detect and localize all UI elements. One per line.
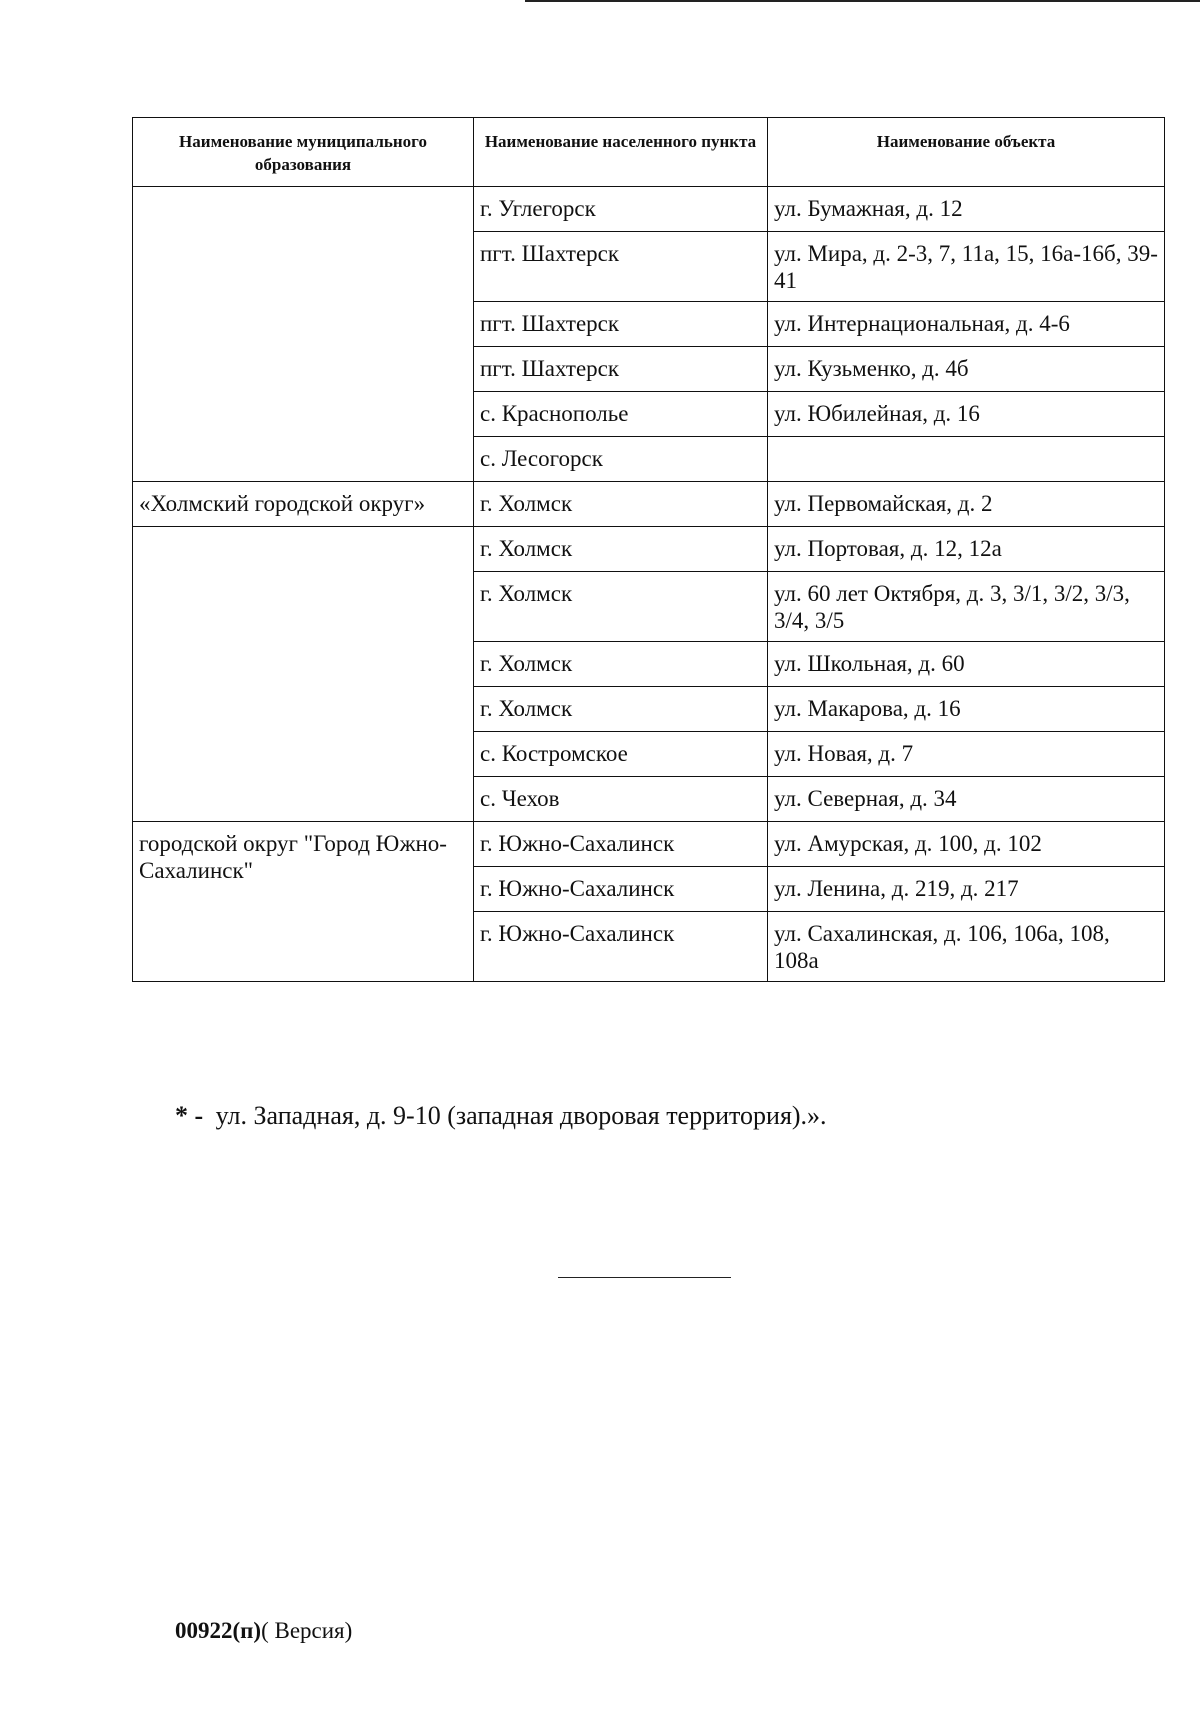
end-separator-line bbox=[558, 1277, 731, 1278]
object-cell: ул. Ленина, д. 219, д. 217 bbox=[768, 867, 1165, 912]
locality-cell: г. Холмск bbox=[474, 482, 768, 527]
locality-cell: с. Чехов bbox=[474, 777, 768, 822]
locality-cell: г. Холмск bbox=[474, 527, 768, 572]
document-code-suffix: ( Версия) bbox=[261, 1618, 353, 1643]
locality-cell: пгт. Шахтерск bbox=[474, 347, 768, 392]
footnote-text: ул. Западная, д. 9-10 (западная дворовая территория).». bbox=[215, 1101, 827, 1130]
locality-cell: г. Южно-Сахалинск bbox=[474, 822, 768, 867]
locality-cell: с. Краснополье bbox=[474, 392, 768, 437]
object-cell: ул. Новая, д. 7 bbox=[768, 732, 1165, 777]
header-municipality: Наименование муниципального образования bbox=[133, 118, 474, 187]
locality-cell: г. Холмск bbox=[474, 642, 768, 687]
object-cell: ул. Амурская, д. 100, д. 102 bbox=[768, 822, 1165, 867]
table-row bbox=[133, 822, 1165, 867]
header-locality: Наименование населенного пункта bbox=[474, 118, 768, 187]
object-cell bbox=[768, 437, 1165, 482]
locality-cell: пгт. Шахтерск bbox=[474, 302, 768, 347]
locality-cell: с. Лесогорск bbox=[474, 437, 768, 482]
objects-table bbox=[132, 117, 1165, 982]
locality-cell: г. Южно-Сахалинск bbox=[474, 912, 768, 982]
locality-cell: с. Костромское bbox=[474, 732, 768, 777]
table-row bbox=[133, 527, 1165, 572]
table-body bbox=[133, 187, 1165, 982]
object-cell: ул. Школьная, д. 60 bbox=[768, 642, 1165, 687]
locality-cell: г. Холмск bbox=[474, 687, 768, 732]
object-cell: ул. Сахалинская, д. 106, 106а, 108, 108а bbox=[768, 912, 1165, 982]
municipality-cell bbox=[133, 187, 474, 482]
object-cell: ул. Юбилейная, д. 16 bbox=[768, 392, 1165, 437]
document-code-number: 00922(п) bbox=[175, 1618, 262, 1643]
object-cell: ул. Первомайская, д. 2 bbox=[768, 482, 1165, 527]
municipality-cell: «Холмский городской округ» bbox=[133, 482, 474, 527]
locality-cell: пгт. Шахтерск bbox=[474, 232, 768, 302]
header-object: Наименование объекта bbox=[768, 118, 1165, 187]
object-cell: ул. 60 лет Октября, д. 3, 3/1, 3/2, 3/3, 3/4, 3/5 bbox=[768, 572, 1165, 642]
municipality-cell bbox=[133, 527, 474, 822]
object-cell: ул. Кузьменко, д. 4б bbox=[768, 347, 1165, 392]
object-cell: ул. Мира, д. 2-3, 7, 11а, 15, 16а-16б, 39-41 bbox=[768, 232, 1165, 302]
table-row bbox=[133, 482, 1165, 527]
top-border-line bbox=[525, 0, 1200, 2]
table-row bbox=[133, 187, 1165, 232]
footnote-marker: * - bbox=[175, 1101, 204, 1130]
locality-cell: г. Холмск bbox=[474, 572, 768, 642]
document-code bbox=[175, 1617, 352, 1645]
locality-cell: г. Южно-Сахалинск bbox=[474, 867, 768, 912]
municipality-cell: городской округ "Город Южно-Сахалинск" bbox=[133, 822, 474, 982]
table-header-row bbox=[133, 118, 1165, 187]
object-cell: ул. Северная, д. 34 bbox=[768, 777, 1165, 822]
object-cell: ул. Портовая, д. 12, 12а bbox=[768, 527, 1165, 572]
footnote bbox=[175, 1100, 827, 1132]
object-cell: ул. Бумажная, д. 12 bbox=[768, 187, 1165, 232]
object-cell: ул. Интернациональная, д. 4-6 bbox=[768, 302, 1165, 347]
locality-cell: г. Углегорск bbox=[474, 187, 768, 232]
object-cell: ул. Макарова, д. 16 bbox=[768, 687, 1165, 732]
